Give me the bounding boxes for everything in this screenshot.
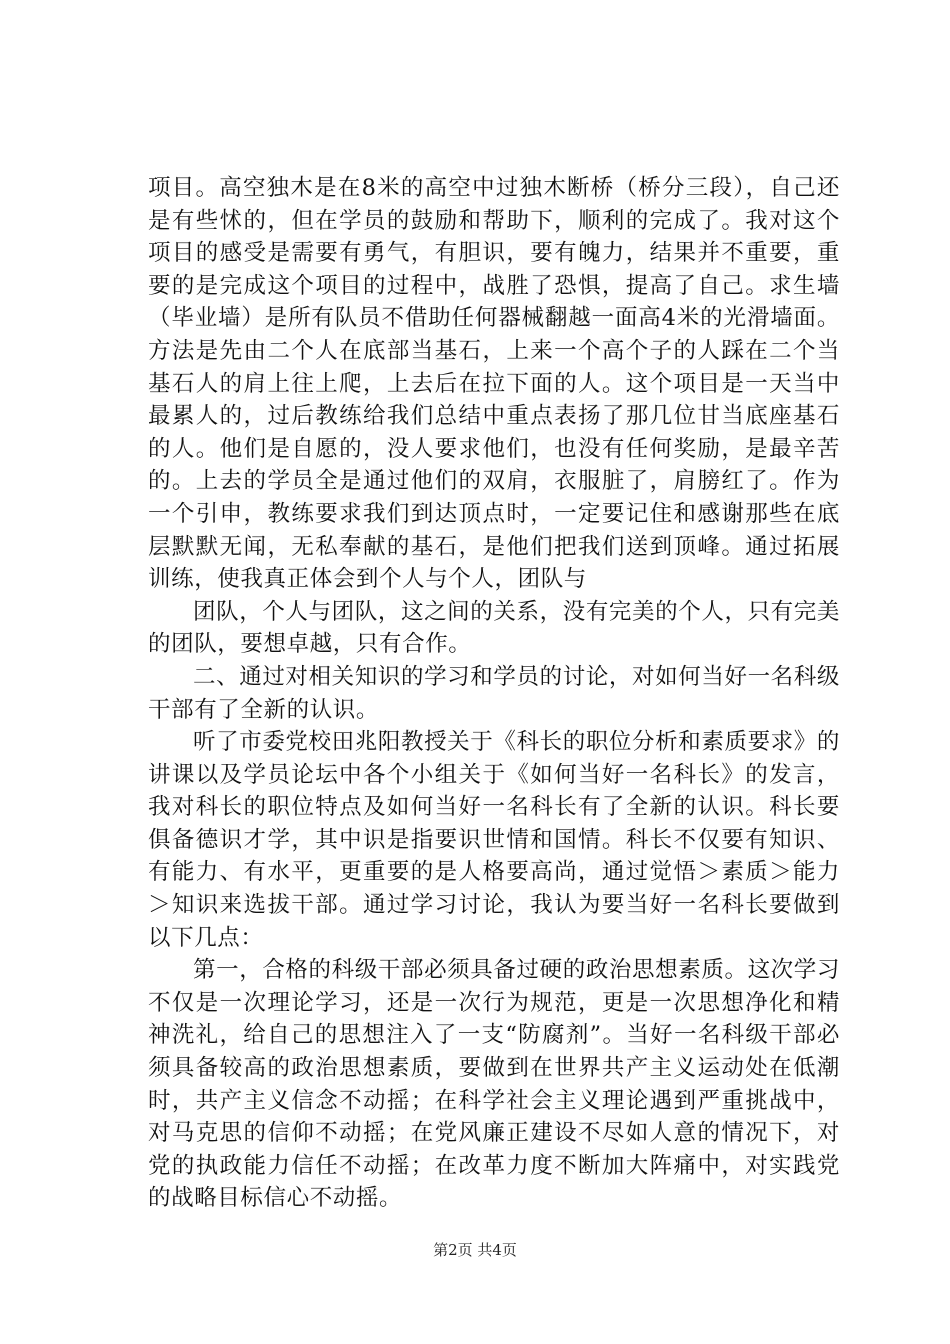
paragraph-continuation: 项目。高空独木是在8米的高空中过独木断桥（桥分三段），自己还是有些怵的，但在学员的鼓励和帮助下，顺利的完成了。我对这个项目的感受是需要有勇气，有胆识，要有魄力，结果并不重要，重要的是完成这个项目的过程中，战胜了恐惧，提高了自己。求生墙（毕业墙）是所有队员不借助任何器械翻越一面高4米的光滑墙面。方法是先由二个人在底部当基石，上来一个高个子的人踩在二个当基石人的肩上往上爬，上去后在拉下面的人。这个项目是一天当中最累人的，过后教练给我们总结中重点表扬了那几位甘当底座基石的人。他们是自愿的，没人要求他们，也没有任何奖励，是最辛苦的。上去的学员全是通过他们的双肩，衣服脏了，肩膀红了。作为一个引申，教练要求我们到达顶点时，一定要记住和感谢那些在底层默默无闻，无私奉献的基石，是他们把我们送到顶峰。通过拓展训练，使我真正体会到个人与个人，团队与	[148, 175, 840, 593]
paragraph-team-relations: 团队，个人与团队，这之间的关系，没有完美的个人，只有完美的团队，要想卓越，只有合作。	[148, 598, 840, 658]
document-body	[148, 172, 840, 1215]
paragraph-section-leader-knowledge: 听了市委党校田兆阳教授关于《科长的职位分析和素质要求》的讲课以及学员论坛中各个小组关于《如何当好一名科长》的发言，我对科长的职位特点及如何当好一名科长有了全新的认识。科长要俱备德识才学，其中识是指要识世情和国情。科长不仅要有知识、有能力、有水平，更重要的是人格要高尚，通过觉悟＞素质＞能力＞知识来选拔干部。通过学习讨论，我认为要当好一名科长要做到以下几点：	[148, 729, 840, 951]
paragraph-point-one: 第一，合格的科级干部必须具备过硬的政治思想素质。这次学习不仅是一次理论学习，还是一次行为规范，更是一次思想净化和精神洗礼，给自己的思想注入了一支“防腐剂”。当好一名科级干部必须具备较高的政治思想素质，要做到在世界共产主义运动处在低潮时，共产主义信念不动摇；在科学社会主义理论遇到严重挑战中，对马克思的信仰不动摇；在党风廉正建设不尽如人意的情况下，对党的执政能力信任不动摇；在改革力度不断加大阵痛中，对实践党的战略目标信心不动摇。	[148, 957, 840, 1212]
page-footer: 第2页 共4页	[433, 1241, 517, 1259]
section-heading-two: 二、通过对相关知识的学习和学员的讨论，对如何当好一名科级干部有了全新的认识。	[148, 663, 840, 723]
